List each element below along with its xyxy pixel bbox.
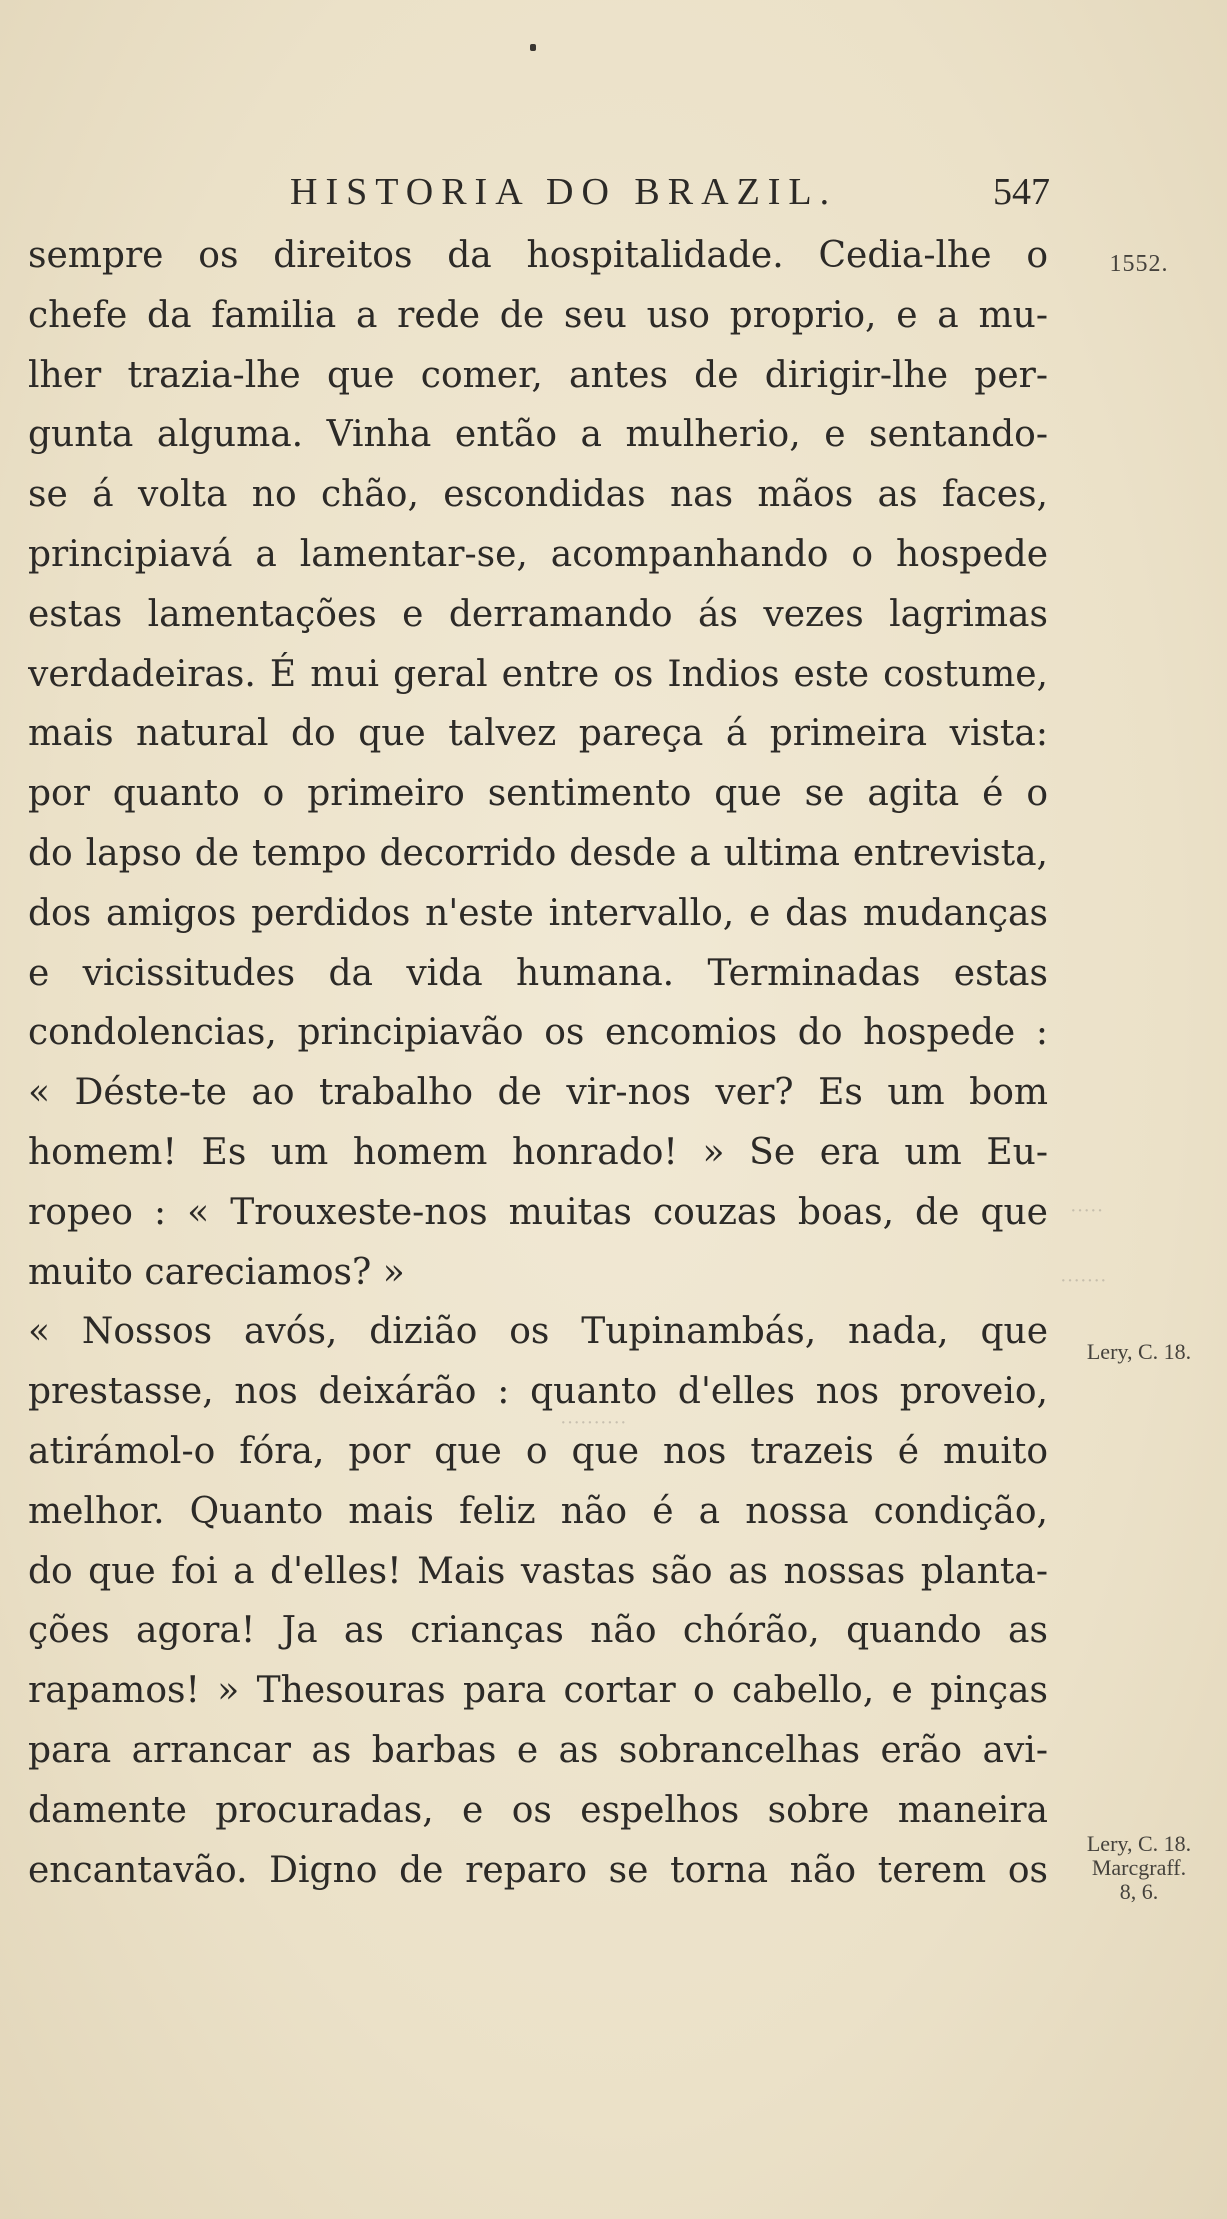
margin-reference: Marcgraff. [1091,1855,1187,1880]
running-head [40,170,1050,220]
text-line: melhor. Quanto mais feliz não é a nossa condição, [28,1490,1048,1532]
show-through-text: ······· [1060,1270,1107,1292]
text-line: do lapso de tempo decorrido desde a ultima entrevista, [28,832,1048,874]
margin-reference: 8, 6. [1119,1879,1159,1904]
text-line: ropeo : « Trouxeste-nos muitas couzas boas, de que [28,1191,1048,1233]
text-line: principiavá a lamentar-se, acompanhando o hospede [28,533,1048,575]
text-line: e vicissitudes da vida humana. Terminadas estas [28,952,1048,994]
text-line: « Déste-te ao trabalho de vir-nos ver? Es um bom [28,1072,1048,1114]
show-through-text: ····· [1070,1200,1104,1222]
text-line: dos amigos perdidos n'este intervallo, e das mudanças [28,892,1048,934]
margin-reference: Lery, C. 18. [1086,1831,1192,1856]
text-line: rapamos! » Thesouras para cortar o cabello, e pinças [28,1670,1048,1712]
text-line: para arrancar as barbas e as sobrancelhas erão avi- [28,1729,1048,1771]
text-line: muito careciamos? » [28,1251,405,1293]
text-line: ções agora! Ja as crianças não chórão, quando as [28,1610,1048,1652]
text-line: estas lamentações e derramando ás vezes lagrimas [28,593,1048,635]
text-line: encantavão. Digno de reparo se torna não terem os [28,1849,1048,1891]
margin-reference: Lery, C. 18. [1086,1339,1192,1364]
text-line: mais natural do que talvez pareça á primeira vista: [28,713,1048,755]
text-line: se á volta no chão, escondidas nas mãos as faces, [28,474,1048,516]
text-line: condolencias, principiavão os encomios do hospede : [28,1012,1048,1054]
text-line: « Nossos avós, dizião os Tupinambás, nada, que [28,1311,1048,1353]
running-title: HISTORIA DO BRAZIL. [290,171,838,213]
text-line: homem! Es um homem honrado! » Se era um Eu- [28,1131,1048,1173]
body-text [28,226,1048,1900]
page-number: 547 [993,171,1050,213]
ink-speck [530,44,536,51]
text-line: por quanto o primeiro sentimento que se agita é o [28,773,1048,815]
text-line: gunta alguma. Vinha então a mulherio, e sentando- [28,414,1048,456]
text-line: sempre os direitos da hospitalidade. Cedia-lhe o [28,235,1048,276]
text-line: lher trazia-lhe que comer, antes de dirigir-lhe per- [28,354,1048,396]
text-line: verdadeiras. É mui geral entre os Indios este costume, [28,653,1048,695]
text-line: do que foi a d'elles! Mais vastas são as nossas planta- [28,1550,1048,1592]
text-line: chefe da familia a rede de seu uso proprio, e a mu- [28,294,1048,336]
text-line: atirámol-o fóra, por que o que nos trazeis é muito [28,1430,1048,1472]
text-line: prestasse, nos deixárão : quanto d'elles nos proveio, [28,1371,1048,1413]
show-through-text: ·········· [560,1412,627,1434]
margin-year: 1552. [1109,251,1169,277]
text-line: damente procuradas, e os espelhos sobre maneira [28,1789,1048,1831]
